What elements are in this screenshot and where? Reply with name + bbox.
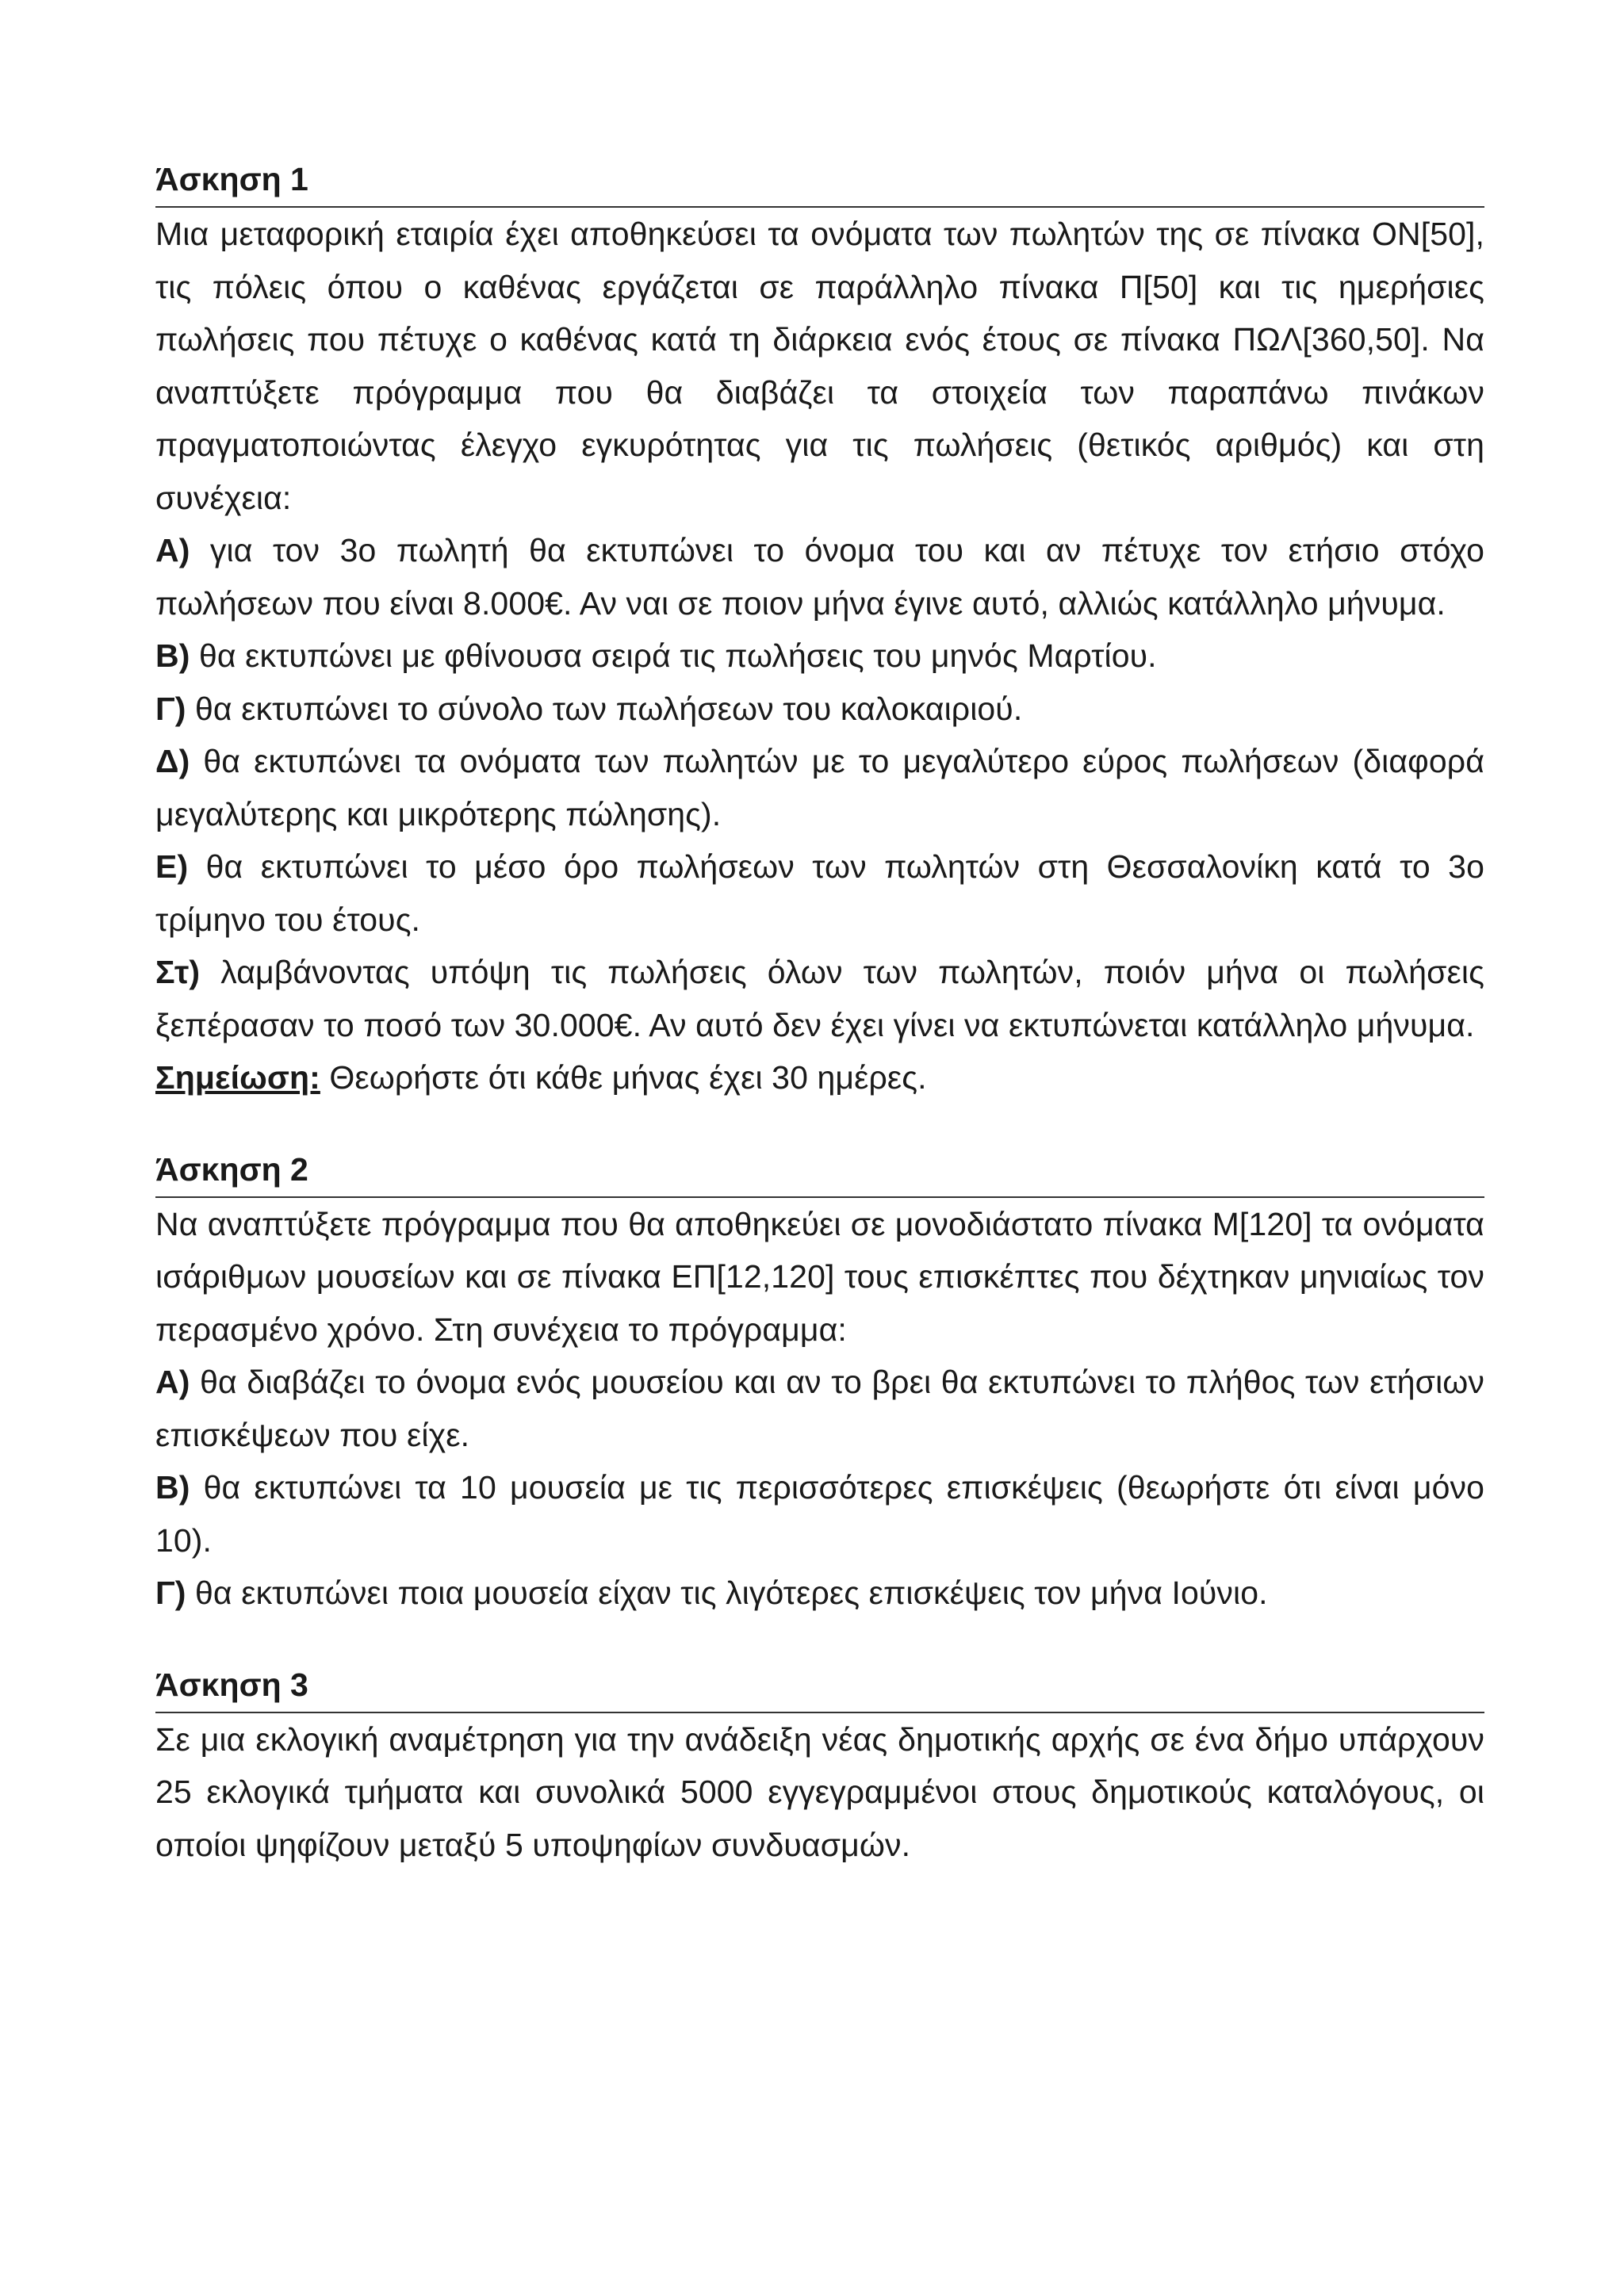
item-label: Α) <box>155 1364 190 1400</box>
exercise-item-a <box>155 524 1484 629</box>
exercise-intro: Μια μεταφορική εταιρία έχει αποθηκεύσει τα ονόματα των πωλητών της σε πίνακα ΟΝ[50], τις πόλεις όπου ο καθένας εργάζεται σε παράλληλο πίνακα Π[50] και τις ημερήσιες πωλήσεις που πέτυχε ο καθένας κατά τη διάρκεια ενός έτους σε πίνακα ΠΩΛ[360,50]. Να αναπτύξετε πρόγραμμα που θα διαβάζει τα στοιχεία των παραπάνω πινάκων πραγματοποιώντας έλεγχο εγκυρότητας για τις πωλήσεις (θετικός αριθμός) και στη συνέχεια: <box>155 216 1484 516</box>
item-text: θα εκτυπώνει με φθίνουσα σειρά τις πωλήσεις του μηνός Μαρτίου. <box>190 637 1157 674</box>
item-text: θα εκτυπώνει τα 10 μουσεία με τις περισσότερες επισκέψεις (θεωρήστε ότι είναι μόνο 10). <box>155 1469 1484 1559</box>
item-text: θα εκτυπώνει τα ονόματα των πωλητών με το μεγαλύτερο εύρος πωλήσεων (διαφορά μεγαλύτερης και μικρότερης πώλησης). <box>155 743 1484 832</box>
exercise-intro: Σε μια εκλογική αναμέτρηση για την ανάδειξη νέας δημοτικής αρχής σε ένα δήμο υπάρχουν 25 εκλογικά τμήματα και συνολικά 5000 εγγεγραμμένοι στους δημοτικούς καταλόγους, οι οποίοι ψηφίζουν μεταξύ 5 υποψηφίων συνδυασμών. <box>155 1720 1484 1863</box>
exercise-item-a <box>155 1356 1484 1461</box>
item-text: θα εκτυπώνει το μέσο όρο πωλήσεων των πωλητών στη Θεσσαλονίκη κατά το 3ο τρίμηνο του έτους. <box>155 848 1484 938</box>
item-label: Α) <box>155 532 190 568</box>
item-label: Γ) <box>155 690 186 727</box>
exercise-item-b <box>155 629 1484 683</box>
exercise-item-c <box>155 683 1484 736</box>
note-label: Σημείωση: <box>155 1059 320 1096</box>
exercise-note <box>155 1051 1484 1104</box>
exercise-title: Άσκηση 1 <box>155 155 1484 208</box>
exercise-intro: Να αναπτύξετε πρόγραμμα που θα αποθηκεύει σε μονοδιάστατο πίνακα Μ[120] τα ονόματα ισάριθμων μουσείων και σε πίνακα ΕΠ[12,120] τους επισκέπτες που δέχτηκαν μηνιαίως τον περασμένο χρόνο. Στη συνέχεια το πρόγραμμα: <box>155 1205 1484 1348</box>
item-text: θα διαβάζει το όνομα ενός μουσείου και αν το βρει θα εκτυπώνει το πλήθος των ετήσιων επισκέψεων που είχε. <box>155 1364 1484 1453</box>
exercise-title: Άσκηση 2 <box>155 1146 1484 1198</box>
exercise-3 <box>155 1661 1484 1872</box>
item-label: Β) <box>155 637 190 674</box>
exercise-item-b <box>155 1461 1484 1567</box>
item-text: για τον 3ο πωλητή θα εκτυπώνει το όνομα του και αν πέτυχε τον ετήσιο στόχο πωλήσεων που είναι 8.000€. Αν ναι σε ποιον μήνα έγινε αυτό, αλλιώς κατάλληλο μήνυμα. <box>155 532 1484 622</box>
item-text: λαμβάνοντας υπόψη τις πωλήσεις όλων των πωλητών, ποιόν μήνα οι πωλήσεις ξεπέρασαν το ποσό των 30.000€. Αν αυτό δεν έχει γίνει να εκτυπώνεται κατάλληλο μήνυμα. <box>155 954 1484 1043</box>
item-label: Β) <box>155 1469 190 1506</box>
item-label: Δ) <box>155 743 190 779</box>
exercise-item-d <box>155 735 1484 840</box>
note-text: Θεωρήστε ότι κάθε μήνας έχει 30 ημέρες. <box>320 1059 927 1096</box>
item-text: θα εκτυπώνει ποια μουσεία είχαν τις λιγότερες επισκέψεις τον μήνα Ιούνιο. <box>186 1575 1268 1611</box>
item-label: Στ) <box>155 954 201 990</box>
exercise-item-c <box>155 1567 1484 1620</box>
exercise-title: Άσκηση 3 <box>155 1661 1484 1713</box>
exercise-1 <box>155 155 1484 1104</box>
item-label: Γ) <box>155 1575 186 1611</box>
item-label: Ε) <box>155 848 189 885</box>
item-text: θα εκτυπώνει το σύνολο των πωλήσεων του καλοκαιριού. <box>186 690 1023 727</box>
exercise-item-e <box>155 840 1484 946</box>
exercise-2 <box>155 1146 1484 1620</box>
exercise-item-st <box>155 946 1484 1051</box>
